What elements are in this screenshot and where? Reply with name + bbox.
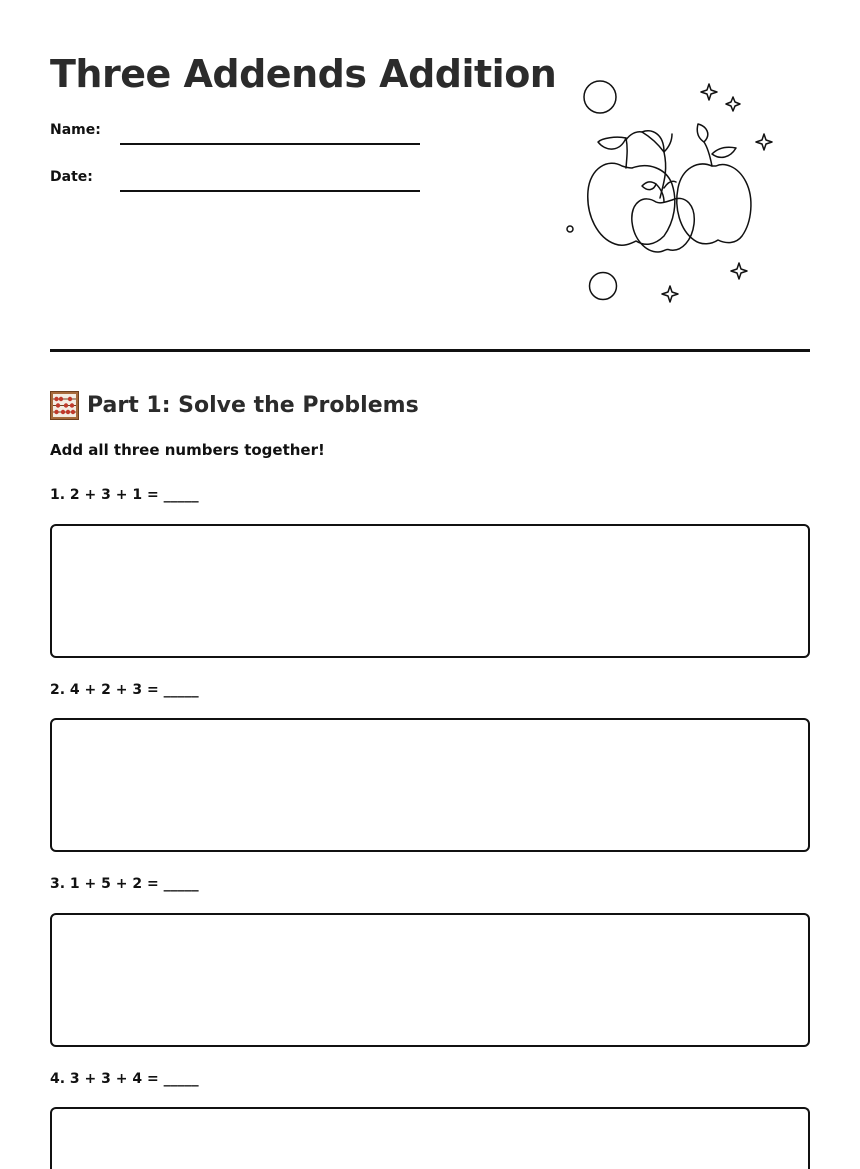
date-field-row xyxy=(50,165,430,195)
apples-icon xyxy=(560,76,780,310)
name-label: Name: xyxy=(50,122,101,138)
problem-1-answer-box[interactable] xyxy=(50,524,810,658)
problem-3-answer-box[interactable] xyxy=(50,913,810,1047)
name-line[interactable] xyxy=(120,143,420,145)
part1-title: Part 1: Solve the Problems xyxy=(87,392,419,418)
date-label: Date: xyxy=(50,169,93,185)
date-line[interactable] xyxy=(120,190,420,192)
problem-1-label: 1. 2 + 3 + 1 = _____ xyxy=(50,487,199,503)
part1-instruction: Add all three numbers together! xyxy=(50,441,325,459)
name-field-row xyxy=(50,118,430,148)
problem-2-answer-box[interactable] xyxy=(50,718,810,852)
section-divider xyxy=(50,349,810,352)
problem-2-label: 2. 4 + 2 + 3 = _____ xyxy=(50,682,199,698)
problem-4-label: 4. 3 + 3 + 4 = _____ xyxy=(50,1071,199,1087)
worksheet-title: Three Addends Addition xyxy=(50,52,557,96)
abacus-icon xyxy=(50,391,79,420)
problem-3-label: 3. 1 + 5 + 2 = _____ xyxy=(50,876,199,892)
problem-4-answer-box[interactable] xyxy=(50,1107,810,1169)
part1-heading xyxy=(50,389,419,421)
